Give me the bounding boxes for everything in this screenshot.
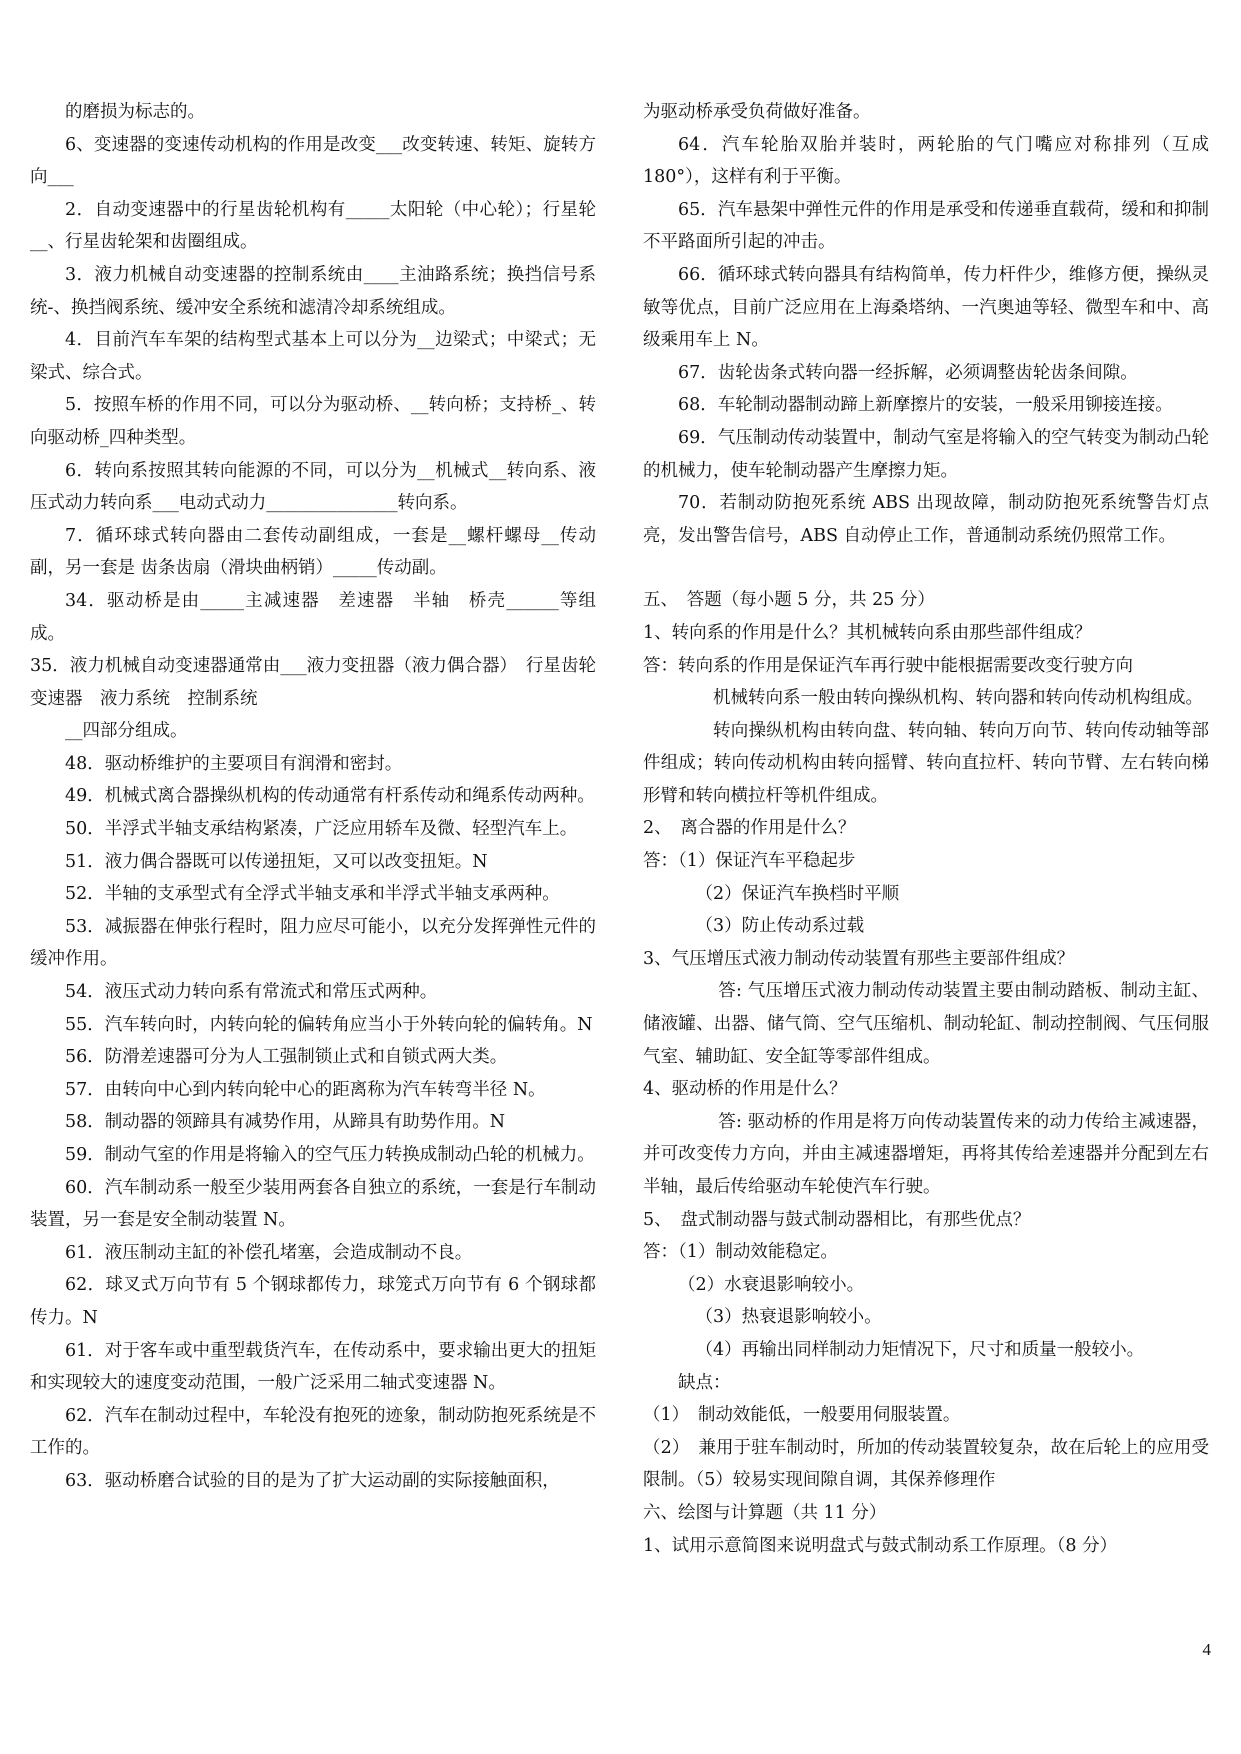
section-heading: 五、 答题（每小题 5 分，共 25 分） [643, 590, 935, 611]
fill-question: 3．液力机械自动变速器的控制系统由____主油路系统；换挡信号系统-、换挡阀系统、缓冲安全系统和滤清冷却系统组成。 [30, 264, 596, 318]
fill-question: 2．自动变速器中的行星齿轮机构有_____太阳轮（中心轮）；行星轮__、行星齿轮架和齿圈组成。 [30, 199, 596, 253]
statement: 49．机械式离合器操纵机构的传动通常有杆系传动和绳系传动两种。 [65, 786, 595, 807]
paragraph: 的磨损为标志的。 [65, 102, 205, 122]
statement: 62．球叉式万向节有 5 个钢球都传力，球笼式万向节有 6 个钢球都传力。N [30, 1275, 596, 1328]
statement: 53．减振器在伸张行程时，阻力应尽可能小，以充分发挥弹性元件的缓冲作用。 [30, 916, 596, 970]
answer: 答：转向系的作用是保证汽车再行驶中能根据需要改变行驶方向 [643, 655, 1133, 676]
statement: 51．液力偶合器既可以传递扭矩，又可以改变扭矩。N [65, 851, 488, 872]
answer: （3）热衰退影响较小。 [695, 1307, 882, 1328]
question: 2、 离合器的作用是什么？ [643, 818, 856, 839]
spacer [643, 552, 1209, 584]
answer: 机械转向系一般由转向操纵机构、转向器和转向传动机构组成。 [713, 688, 1203, 709]
statement: 62．汽车在制动过程中，车轮没有抱死的迹象，制动防抱死系统是不工作的。 [30, 1405, 596, 1459]
answer: （1） 制动效能低，一般要用伺服装置。 [643, 1405, 961, 1426]
answer: 转向操纵机构由转向盘、转向轴、转向万向节、转向传动轴等部件组成；转向传动机构由转向摇臂、转向直拉杆、转向节臂、左右转向梯形臂和转向横拉杆等机件组成。 [643, 720, 1209, 806]
answer: 答：（1）制动效能稳定。 [643, 1242, 838, 1263]
statement: 65．汽车悬架中弹性元件的作用是承受和传递垂直载荷，缓和和抑制不平路面所引起的冲击。 [643, 199, 1209, 253]
statement: 70．若制动防抱死系统 ABS 出现故障，制动防抱死系统警告灯点亮，发出警告信号，ABS 自动停止工作，普通制动系统仍照常工作。 [643, 493, 1209, 546]
fill-question: 5．按照车桥的作用不同，可以分为驱动桥、__转向桥；支持桥_、转向驱动桥_四种类型。 [30, 395, 596, 448]
answer: 答：（1）保证汽车平稳起步 [643, 851, 856, 872]
statement: 57．由转向中心到内转向轮中心的距离称为汽车转弯半径 N。 [65, 1079, 546, 1100]
answer: （2）水衰退影响较小。 [678, 1274, 865, 1295]
question: 1、转向系的作用是什么？其机械转向系由那些部件组成？ [643, 622, 1092, 643]
statement: 61．对于客车或中重型载货汽车，在传动系中，要求输出更大的扭矩和实现较大的速度变动范围，一般广泛采用二轴式变速器 N。 [30, 1340, 596, 1394]
question: 5、 盘式制动器与鼓式制动器相比，有那些优点？ [643, 1209, 1031, 1230]
question: 1、试用示意简图来说明盘式与鼓式制动系工作原理。（8 分） [643, 1535, 1118, 1556]
statement: 50．半浮式半轴支承结构紧凑，广泛应用轿车及微、轻型汽车上。 [65, 819, 578, 840]
statement: 63．驱动桥磨合试验的目的是为了扩大运动副的实际接触面积， [65, 1470, 560, 1491]
statement: 58．制动器的领蹄具有减势作用，从蹄具有助势作用。N [65, 1112, 506, 1133]
statement: 66．循环球式转向器具有结构简单，传力杆件少，维修方便，操纵灵敏等优点，目前广泛应用在上海桑塔纳、一汽奥迪等轻、微型车和中、高级乘用车上 N。 [643, 264, 1209, 351]
statement: 59．制动气室的作用是将输入的空气压力转换成制动凸轮的机械力。 [65, 1145, 595, 1165]
statement: 64．汽车轮胎双胎并装时，两轮胎的气门嘴应对称排列（互成 180°），这样有利于平衡。 [643, 134, 1209, 188]
answer: （2）保证汽车换档时平顺 [695, 883, 900, 904]
statement: 61．液压制动主缸的补偿孔堵塞，会造成制动不良。 [65, 1242, 473, 1263]
statement: 60．汽车制动系一般至少装用两套各自独立的系统，一套是行车制动装置，另一套是安全制动装置 N。 [30, 1177, 596, 1231]
right-column [643, 96, 1209, 1562]
statement: 52．半轴的支承型式有全浮式半轴支承和半浮式半轴支承两种。 [65, 884, 560, 905]
statement: 69．气压制动传动装置中，制动气室是将输入的空气转变为制动凸轮的机械力，使车轮制动器产生摩擦力矩。 [643, 427, 1209, 481]
answer: 答: 驱动桥的作用是将万向传动装置传来的动力传给主减速器，并可改变传力方向，并由主减速器增矩，再将其传给差速器并分配到左右半轴，最后传给驱动车轮使汽车行驶。 [643, 1111, 1209, 1197]
section-heading: 六、绘图与计算题（共 11 分） [643, 1502, 887, 1523]
statement: 54．液压式动力转向系有常流式和常压式两种。 [65, 982, 438, 1003]
fill-question: 35．液力机械自动变速器通常由___液力变扭器（液力偶合器） 行星齿轮变速器 液力系统 控制系统 [30, 656, 596, 709]
answer: （3）防止传动系过载 [695, 916, 865, 937]
statement: 67．齿轮齿条式转向器一经拆解，必须调整齿轮齿条间隙。 [678, 362, 1138, 383]
answer: （2） 兼用于驻车制动时，所加的传动装置较复杂，故在后轮上的应用受限制。（5）较易实现间隙自调，其保养修理作 [643, 1437, 1209, 1491]
paragraph: 为驱动桥承受负荷做好准备。 [643, 102, 871, 122]
page-number: 4 [1202, 1640, 1211, 1659]
statement: 55．汽车转向时，内转向轮的偏转角应当小于外转向轮的偏转角。N [65, 1014, 593, 1035]
statement: 56．防滑差速器可分为人工强制锁止式和自锁式两大类。 [65, 1047, 508, 1068]
statement: 48．驱动桥维护的主要项目有润滑和密封。 [65, 753, 403, 774]
fill-question: 7．循环球式转向器由二套传动副组成，一套是__螺杆螺母__传动副，另一套是 齿条齿扇（滑块曲柄销）_____传动副。 [30, 525, 596, 579]
answer: 答: 气压增压式液力制动传动装置主要由制动踏板、制动主缸、储液罐、出器、储气筒、空气压缩机、制动轮缸、制动控制阀、气压伺服气室、辅助缸、安全缸等零部件组成。 [643, 981, 1209, 1067]
answer: （4）再输出同样制动力矩情况下，尺寸和质量一般较小。 [695, 1339, 1145, 1360]
paragraph: __四部分组成。 [65, 721, 188, 742]
fill-question: 6．转向系按照其转向能源的不同，可以分为__机械式__转向系、液压式动力转向系___电动式动力_______________转向系。 [30, 460, 596, 514]
fill-question: 34．驱动桥是由_____主减速器 差速器 半轴 桥壳______等组成。 [30, 590, 596, 644]
answer: 缺点： [678, 1372, 731, 1393]
question: 3、气压增压式液力制动传动装置有那些主要部件组成？ [643, 948, 1075, 969]
question: 4、驱动桥的作用是什么？ [643, 1079, 847, 1100]
fill-question: 6、变速器的变速传动机构的作用是改变___改变转速、转矩、旋转方向___ [30, 134, 596, 188]
fill-question: 4．目前汽车车架的结构型式基本上可以分为__边梁式；中梁式；无梁式、综合式。 [30, 330, 596, 383]
left-column [30, 96, 596, 1498]
statement: 68．车轮制动器制动蹄上新摩擦片的安装，一般采用铆接连接。 [678, 395, 1173, 416]
